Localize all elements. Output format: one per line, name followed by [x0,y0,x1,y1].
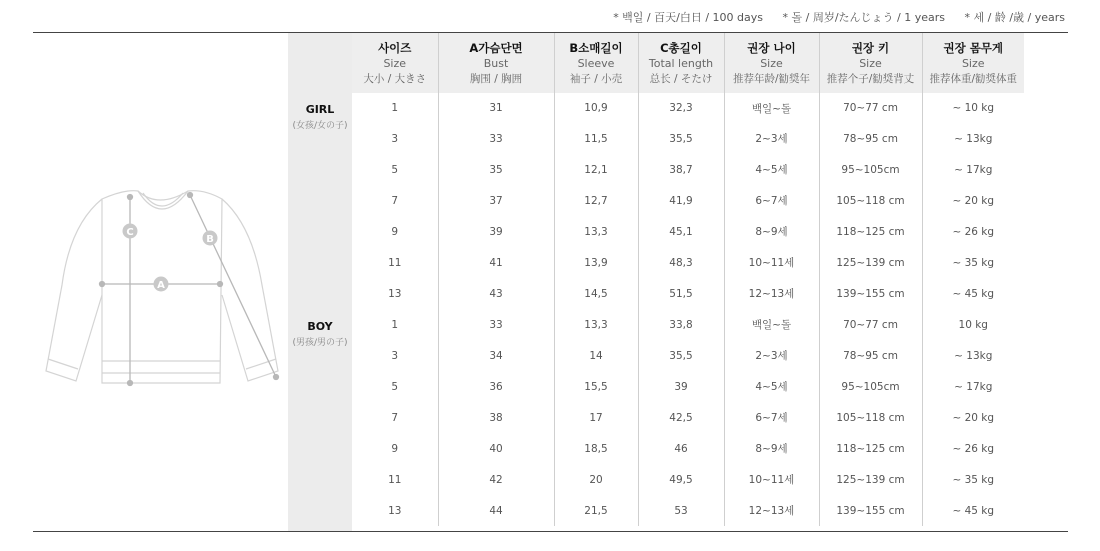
table-cell: ~ 35 kg [922,247,1024,278]
col-total-length-zh: 总长 / そたけ [649,73,713,85]
table-cell: ~ 20 kg [922,185,1024,216]
gender-boy [288,320,352,348]
table-cell: 51,5 [638,278,724,309]
table-cell: 3 [391,349,399,362]
table-cell: 42,5 [638,402,724,433]
table-cell: 17 [554,402,638,433]
table-cell: 44 [438,495,554,526]
col-sleeve-en: Sleeve [577,57,615,70]
table-cell: ~ 10 kg [922,93,1024,123]
note-100-days: * 백일 / 百天/白日 / 100 days [613,11,763,24]
table-cell: 8~9세 [724,433,819,464]
table-cell: 2~3세 [724,123,819,154]
size-table [352,33,1024,526]
table-cell: 70~77 cm [819,93,922,123]
note-1-year: * 돌 / 周岁/たんじょう / 1 years [782,11,945,24]
table-cell: 36 [438,371,554,402]
col-age-ko: 권장 나이 [747,41,796,55]
table-cell: 9 [391,225,399,238]
table-cell: 13,9 [554,247,638,278]
table-cell: 10~11세 [724,464,819,495]
table-cell: 1 [391,102,399,114]
marker-c [123,224,138,239]
col-height-ko: 권장 키 [851,41,890,55]
table-row [352,371,1024,402]
table-cell: 35,5 [638,340,724,371]
col-height-en: Size [859,57,882,70]
table-cell: 10,9 [554,93,638,123]
col-sleeve [554,33,638,93]
sweatshirt-diagram [40,185,290,395]
table-cell: 2~3세 [724,340,819,371]
table-cell: 12~13세 [724,495,819,526]
table-cell: 139~155 cm [819,495,922,526]
table-cell: 70~77 cm [819,309,922,340]
col-weight [922,33,1024,93]
table-cell: 45,1 [638,216,724,247]
label-c: C [126,227,134,238]
table-cell: 6~7세 [724,185,819,216]
table-cell: 14 [554,340,638,371]
table-cell: 4~5세 [724,154,819,185]
table-cell: 118~125 cm [819,216,922,247]
table-cell: 12,7 [554,185,638,216]
table-cell: ~ 13kg [922,340,1024,371]
table-cell: ~ 13kg [922,123,1024,154]
col-size [352,33,438,93]
col-age [724,33,819,93]
table-cell: 백일~돌 [724,93,819,123]
table-cell: ~ 45 kg [922,278,1024,309]
table-cell: ~ 17kg [922,154,1024,185]
table-cell: 13 [388,504,402,517]
table-row [352,340,1024,371]
table-cell: 11,5 [554,123,638,154]
table-cell: 11 [388,256,402,269]
table-cell: 78~95 cm [819,340,922,371]
table-cell: 14,5 [554,278,638,309]
bottom-rule [33,531,1068,532]
table-cell: 6~7세 [724,402,819,433]
table-cell: ~ 45 kg [922,495,1024,526]
table-row [352,464,1024,495]
table-cell: 31 [438,93,554,123]
gender-column [288,33,352,531]
table-cell: 20 [554,464,638,495]
table-cell: 33 [438,309,554,340]
table-cell: 5 [391,380,399,393]
col-height [819,33,922,93]
col-total-length-ko: C총길이 [660,41,702,55]
table-row [352,216,1024,247]
col-bust-ko: A가슴단면 [469,41,523,55]
col-total-length-en: Total length [648,57,714,70]
col-weight-ko: 권장 몸무게 [943,41,1004,55]
table-cell: 48,3 [638,247,724,278]
col-bust-en: Bust [483,57,509,70]
table-cell: 125~139 cm [819,247,922,278]
col-sleeve-ko: B소매길이 [569,41,623,55]
table-cell: 95~105cm [819,371,922,402]
table-cell: 10 kg [922,309,1024,340]
gender-boy-zh: (男孩/男の子) [292,338,348,348]
label-a: A [157,280,165,291]
marker-b [203,231,218,246]
table-cell: 46 [638,433,724,464]
table-cell: 34 [438,340,554,371]
table-cell: 38 [438,402,554,433]
table-cell: 12,1 [554,154,638,185]
table-row [352,185,1024,216]
table-cell: 39 [638,371,724,402]
table-cell: 11 [388,473,402,486]
table-cell: 105~118 cm [819,402,922,433]
table-cell: 백일~돌 [724,309,819,340]
table-cell: 13,3 [554,309,638,340]
table-cell: ~ 26 kg [922,433,1024,464]
table-cell: 40 [438,433,554,464]
col-age-en: Size [760,57,783,70]
table-header-row [352,33,1024,93]
table-row [352,433,1024,464]
table-cell: 42 [438,464,554,495]
col-bust [438,33,554,93]
table-cell: 8~9세 [724,216,819,247]
table-row [352,402,1024,433]
col-size-zh: 大小 / 大きさ [363,73,427,85]
col-weight-en: Size [961,57,985,70]
table-cell: 1 [391,318,399,331]
table-cell: 78~95 cm [819,123,922,154]
table-cell: 37 [438,185,554,216]
table-cell: 13 [388,287,402,300]
table-cell: 4~5세 [724,371,819,402]
table-cell: 38,7 [638,154,724,185]
table-row [352,278,1024,309]
col-total-length [638,33,724,93]
table-row [352,247,1024,278]
label-b: B [206,234,214,245]
col-weight-zh: 推荐体重/勧奨体重 [929,73,1018,85]
table-row [352,309,1024,340]
table-cell: 9 [391,442,399,455]
table-cell: 39 [438,216,554,247]
table-cell: 3 [391,132,399,145]
table-cell: ~ 20 kg [922,402,1024,433]
table-cell: 33 [438,123,554,154]
table-cell: 35 [438,154,554,185]
gender-girl [288,103,352,131]
col-bust-zh: 胸围 / 胸囲 [469,73,523,85]
table-cell: 43 [438,278,554,309]
table-cell: 139~155 cm [819,278,922,309]
table-cell: 10~11세 [724,247,819,278]
table-row [352,495,1024,526]
table-cell: 35,5 [638,123,724,154]
table-cell: 18,5 [554,433,638,464]
measure-lines [100,193,279,386]
note-years: * 세 / 龄 /歳 / years [964,11,1065,24]
table-cell: ~ 35 kg [922,464,1024,495]
table-cell: 41,9 [638,185,724,216]
table-row [352,154,1024,185]
table-cell: 95~105cm [819,154,922,185]
col-height-zh: 推荐个子/勧奨背丈 [826,73,915,85]
table-cell: 33,8 [638,309,724,340]
table-row [352,123,1024,154]
gender-girl-zh: (女孩/女の子) [292,121,348,131]
marker-a [154,277,169,292]
table-cell: 49,5 [638,464,724,495]
col-size-en: Size [383,57,407,70]
col-sleeve-zh: 袖子 / 小売 [569,73,623,85]
table-cell: 118~125 cm [819,433,922,464]
table-cell: ~ 17kg [922,371,1024,402]
table-cell: 7 [391,411,399,424]
table-cell: 15,5 [554,371,638,402]
table-cell: 125~139 cm [819,464,922,495]
table-cell: 21,5 [554,495,638,526]
gender-boy-en: BOY [307,320,333,333]
size-notes [597,9,1065,25]
gender-girl-en: GIRL [305,103,335,116]
table-cell: 7 [391,194,399,207]
table-row [352,93,1024,123]
table-cell: 12~13세 [724,278,819,309]
table-cell: 5 [391,163,399,176]
table-cell: 53 [638,495,724,526]
table-cell: ~ 26 kg [922,216,1024,247]
table-cell: 32,3 [638,93,724,123]
col-age-zh: 推荐年龄/勧奨年 [732,73,811,85]
table-cell: 105~118 cm [819,185,922,216]
table-cell: 41 [438,247,554,278]
table-cell: 13,3 [554,216,638,247]
table-body [352,93,1024,526]
col-size-ko: 사이즈 [378,41,412,55]
